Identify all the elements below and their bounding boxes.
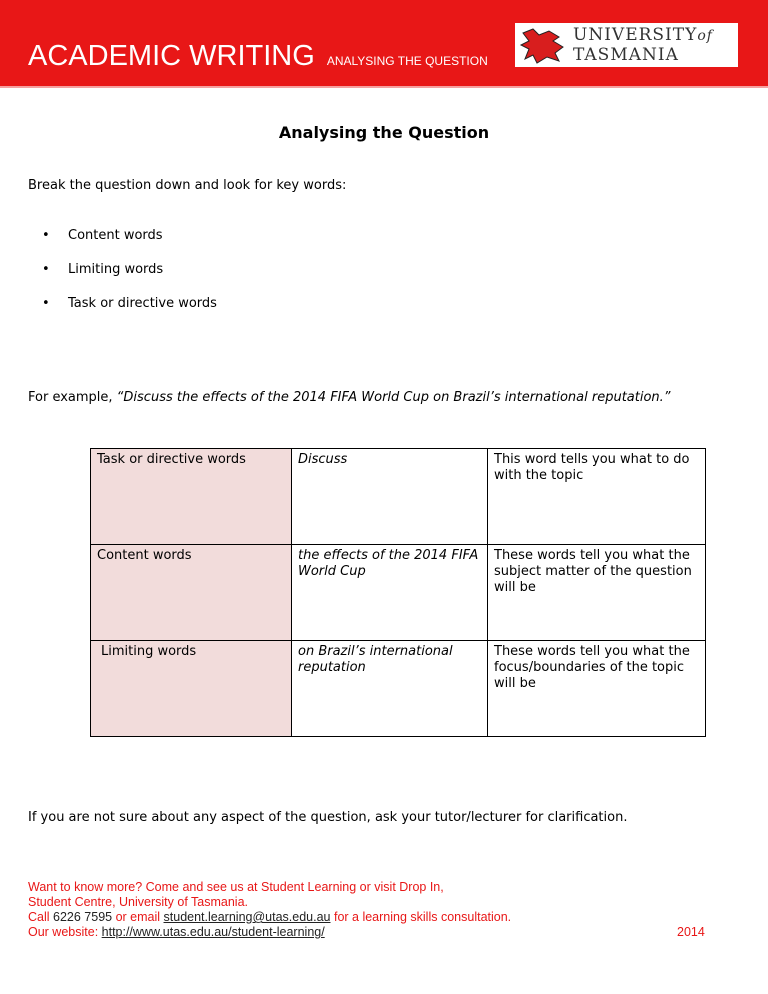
header-title-text: ACADEMIC WRITING <box>28 40 315 72</box>
example-text: For example, “Discuss the effects of the 2014 FIFA World Cup on Brazil’s international reputation.” <box>28 390 671 405</box>
header-subtitle: ANALYSING THE QUESTION <box>326 54 488 68</box>
bullet-icon: • <box>42 262 50 277</box>
footer-line: Want to know more? Come and see us at Student Learning or visit Drop In, <box>28 880 444 894</box>
tasmanian-tiger-crest-icon <box>519 25 569 65</box>
table-row <box>91 545 706 641</box>
cell-explanation: These words tell you what the focus/boundaries of the topic will be <box>488 641 706 737</box>
footer-year: 2014 <box>677 925 705 939</box>
header-title <box>28 40 488 73</box>
list-item: • Content words <box>42 228 163 243</box>
cell-words: on Brazil’s international reputation <box>292 641 488 737</box>
university-logo <box>515 23 738 67</box>
email-link[interactable]: student.learning@utas.edu.au <box>163 910 331 924</box>
footer <box>28 880 511 940</box>
logo-text: UNIVERSITYof TASMANIA <box>573 24 713 65</box>
footer-website: Our website: http://www.utas.edu.au/student-learning/ <box>28 925 325 939</box>
bullet-icon: • <box>42 296 50 311</box>
header-banner <box>0 0 768 88</box>
cell-type: Task or directive words <box>91 449 292 545</box>
cell-type: Limiting words <box>91 641 292 737</box>
phone-number: 6226 7595 <box>53 910 113 924</box>
cell-explanation: These words tell you what the subject matter of the question will be <box>488 545 706 641</box>
keyword-table <box>90 448 706 737</box>
cell-words: Discuss <box>292 449 488 545</box>
intro-text: Break the question down and look for key words: <box>28 178 347 193</box>
footer-contact: Call 6226 7595 or email student.learning@utas.edu.au for a learning skills consultation. <box>28 910 512 924</box>
website-link[interactable]: http://www.utas.edu.au/student-learning/ <box>101 925 325 939</box>
cell-type: Content words <box>91 545 292 641</box>
table-row <box>91 641 706 737</box>
cell-explanation: This word tells you what to do with the topic <box>488 449 706 545</box>
footer-line: Student Centre, University of Tasmania. <box>28 895 249 909</box>
clarification-note: If you are not sure about any aspect of the question, ask your tutor/lecturer for clarification. <box>28 810 628 825</box>
list-item: • Task or directive words <box>42 296 217 311</box>
page-title: Analysing the Question <box>278 123 490 142</box>
example-quote: “Discuss the effects of the 2014 FIFA World Cup on Brazil’s international reputation.” <box>116 390 671 405</box>
table-row <box>91 449 706 545</box>
list-item: • Limiting words <box>42 262 164 277</box>
bullet-icon: • <box>42 228 50 243</box>
cell-words: the effects of the 2014 FIFA World Cup <box>292 545 488 641</box>
